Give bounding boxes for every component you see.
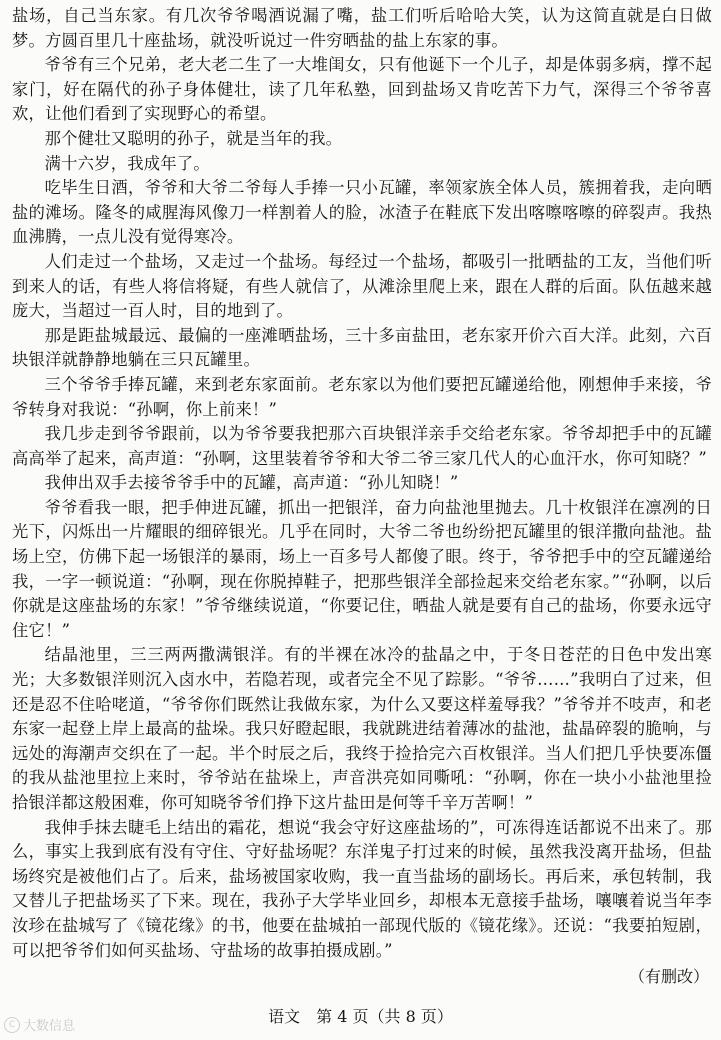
- copyright-circle-icon: C: [4, 1017, 20, 1033]
- watermark-text: 大数信息: [23, 1019, 76, 1034]
- paragraph-9: 我几步走到爷爷跟前，以为爷爷要我把那六百块银洋亲手交给老东家。爷爷却把手中的瓦罐高高举了起来，高声道：“孙啊，这里装着爷爷和大爷二爷三家几代人的心血汗水，你可知晓？”: [12, 424, 712, 468]
- paragraph-3: 那个健壮又聪明的孙子，就是当年的我。: [44, 128, 343, 148]
- paragraph-5: 吃毕生日酒，爷爷和大爷二爷每人手捧一只小瓦罐，率领家族全体人员，簇拥着我，走向晒盐的滩场。隆冬的咸腥海风像刀一样割着人的脸，冰渣子在鞋底下发出喀嚓喀嚓的碎裂声。我热血沸腾，一点儿没有觉得寒冷。: [12, 178, 712, 247]
- paragraph-7: 那是距盐城最远、最偏的一座滩晒盐场，三十多亩盐田，老东家开价六百大洋。此刻，六百块银洋就静静地躺在三只瓦罐里。: [12, 325, 712, 370]
- watermark: [4, 1015, 75, 1034]
- paragraph-13: 我伸手抹去睫毛上结出的霜花，想说“我会守好这座盐场的”，可冻得连话都说不出来了。那么，事实上我到底有没有守住、守好盐场呢？东洋鬼子打过来的时候，虽然我没离开盐场，但盐场终究是被他们占了。后来，盐场被国家收购，我一直当盐场的副场长。再后来，承包转制，我又替儿子把盐场买了下来。现在，我孙子大学毕业回乡，却根本无意接手盐场，嚷嚷着说当年李汝珍在盐城写了《镜花缘》的书，他要在盐城拍一部现代版的《镜花缘》。还说：“我要拍短剧，可以把爷爷们如何买盐场、守盐场的故事拍摄成剧。”: [12, 817, 712, 960]
- paragraph-8: 三个爷爷手捧瓦罐，来到老东家面前。老东家以为他们要把瓦罐递给他，刚想伸手来接，爷爷转身对我说：“孙啊，你上前来！”: [12, 374, 712, 419]
- paragraph-2: 爷爷有三个兄弟，老大老二生了一大堆闺女，只有他诞下一个儿子，却是体弱多病，撑不起家门，好在隔代的孙子身体健壮，读了几年私塾，回到盐场又肯吃苦下力气，深得三个爷爷喜欢，让他们看到了实现野心的希望。: [12, 55, 712, 124]
- paragraph-4: 满十六岁，我成年了。: [44, 153, 210, 173]
- paragraph-6: 人们走过一个盐场，又走过一个盐场。每经过一个盐场，都吸引一批晒盐的工友，当他们听到来人的话，有些人将信将疑，有些人就信了，从滩涂里爬上来，跟在人群的后面。队伍越来越庞大，当超过一百人时，目的地到了。: [12, 251, 712, 321]
- paragraph-10: 我伸出双手去接爷爷手中的瓦罐，高声道：“孙儿知晓！”: [44, 473, 459, 493]
- page-footer: 语文 第 4 页（共 8 页）: [268, 1007, 453, 1026]
- edit-note: （有删改）: [628, 967, 709, 986]
- article-body: [12, 4, 712, 963]
- paragraph-11: 爷爷看我一眼，把手伸进瓦罐，抓出一把银洋，奋力向盐池里抛去。几十枚银洋在凛冽的日光下，闪烁出一片耀眼的细碎银光。几乎在同时，大爷二爷也纷纷把瓦罐里的银洋撒向盐池。盐场上空，仿佛下起一场银洋的暴雨，场上一百多号人都傻了眼。终于，爷爷把手中的空瓦罐递给我，一字一顿说道：“孙啊，现在你脱掉鞋子，把那些银洋全部捡起来交给老东家。”“孙啊，以后你就是这座盐场的东家！”爷爷继续说道，“你要记住，晒盐人就是要有自己的盐场，你要永远守住它！”: [12, 497, 712, 640]
- paragraph-12: 结晶池里，三三两两撒满银洋。有的半裸在冰冷的盐晶之中，于冬日苍茫的日色中发出寒光；大多数银洋则沉入卤水中，若隐若现，或者完全不见了踪影。“爷爷……”我明白了过来，但还是忍不住哈咾道，“爷爷你们既然让我做东家，为什么又要这样羞辱我？”爷爷并不吱声，和老东家一起登上岸上最高的盐垛。我只好瞪起眼，我就跳进结着薄冰的盐池，盐晶碎裂的脆响，与远处的海潮声交织在了一起。半个时辰之后，我终于捡拾完六百枚银洋。当人们把几乎快要冻僵的我从盐池里拉上来时，爷爷站在盐垛上，声音洪亮如同嘶吼：“孙啊，你在一块小小盐池里捡拾银洋都这般困难，你可知晓爷爷们挣下这片盐田是何等千辛万苦啊！”: [12, 645, 712, 812]
- paragraph-1: 盐场，自己当东家。有几次爷爷喝酒说漏了嘴，盐工们听后哈哈大笑，认为这简直就是白日做梦。方圆百里几十座盐场，就没听说过一件穷晒盐的盐上东家的事。: [12, 6, 712, 50]
